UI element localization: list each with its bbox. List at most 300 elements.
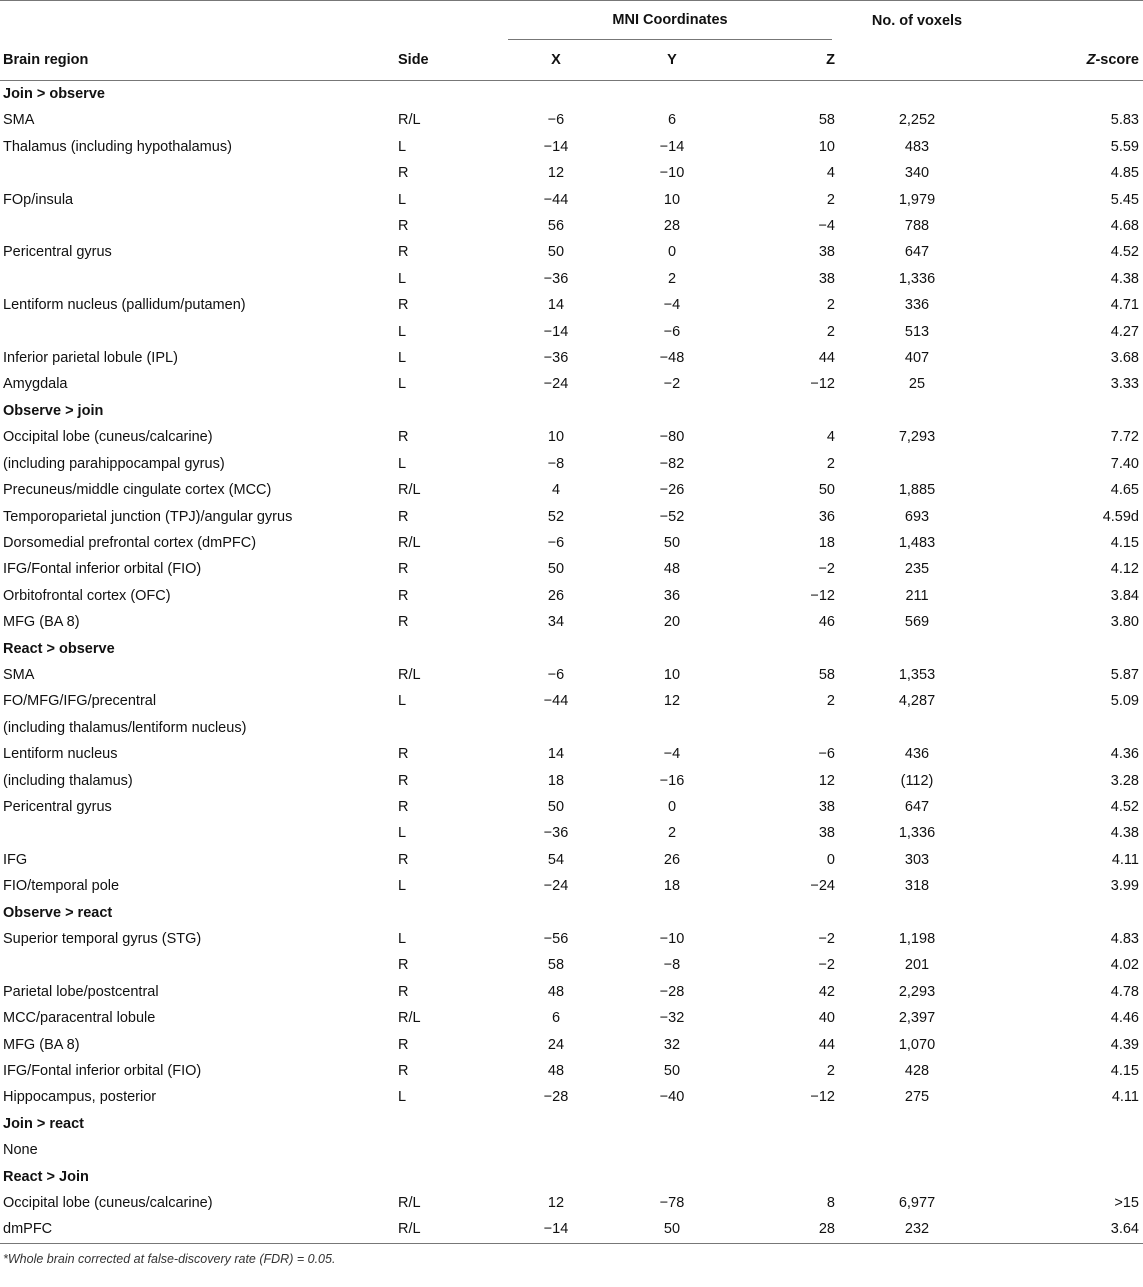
section-spacer [846,636,988,662]
cell-x: 54 [547,851,565,868]
cell-x: 34 [547,614,565,631]
cell-voxels: 693 [904,508,930,525]
cell-voxels: 436 [904,746,930,763]
section-spacer [846,1164,988,1190]
cell-x: −36 [543,825,569,842]
cell-voxels: 201 [904,957,930,974]
cell-side: L [398,693,407,710]
cell-side: L [398,455,407,472]
cell-side: R/L [398,1195,421,1212]
cell-z: 4 [826,165,835,182]
section-spacer [846,81,988,108]
cell-zscore: 5.45 [1110,191,1139,208]
table-row [0,926,1143,952]
cell-x: 26 [547,587,565,604]
cell-y: 18 [663,878,681,895]
section-spacer [614,81,730,108]
cell-side: R [398,165,409,182]
section-header-row [0,398,1143,424]
table-row [0,1216,1143,1243]
table-row [0,424,1143,450]
cell-zscore: 4.36 [1110,746,1139,763]
cell-side: R [398,746,409,763]
header-zscore-suffix: -score [1095,52,1139,68]
cell-region: Lentiform nucleus [3,746,118,763]
cell-voxels: 6,977 [898,1195,936,1212]
cell-zscore: 4.65 [1110,482,1139,499]
cell-side [398,1137,498,1163]
cell-y: 20 [663,614,681,631]
header-zscore [988,40,1143,81]
cell-region: (including thalamus) [3,772,133,789]
section-spacer [398,900,498,926]
section-title: Observe > join [3,402,104,419]
table-row [0,741,1143,767]
cell-region: Lentiform nucleus (pallidum/putamen) [3,297,246,314]
cell-region [0,820,398,846]
cell-z: 40 [818,1010,835,1027]
cell-side: L [398,825,407,842]
cell-voxels [846,1137,988,1163]
cell-y: −40 [659,1089,685,1106]
cell-z: 38 [818,825,835,842]
cell-zscore: 4.15 [1110,534,1139,551]
cell-side: R [398,1063,409,1080]
table-row [0,134,1143,160]
cell-x: −6 [547,112,565,129]
cell-voxels: 788 [904,218,930,235]
cell-z: −12 [810,587,835,604]
table-row [0,820,1143,846]
cell-y: 12 [663,693,681,710]
cell-region: None [3,1142,38,1159]
cell-y: −28 [659,983,685,1000]
cell-y: 2 [667,270,677,287]
section-spacer [398,81,498,108]
section-spacer [498,636,614,662]
table-row [0,1190,1143,1216]
cell-y [614,1137,730,1163]
table-row [0,266,1143,292]
cell-voxels: 4,287 [898,693,936,710]
cell-z: −12 [810,1089,835,1106]
cell-y: 10 [663,666,681,683]
section-title: Join > observe [3,86,105,102]
cell-x: −14 [498,1216,614,1243]
cell-zscore: 4.11 [1111,1089,1139,1106]
cell-z: 2 [826,323,835,340]
cell-z: 8 [826,1195,835,1212]
cell-z: 42 [818,983,835,1000]
cell-voxels: 1,483 [898,534,936,551]
cell-y: −10 [659,931,685,947]
cell-zscore: 3.28 [1110,772,1139,789]
cell-side: L [398,270,407,287]
table-row [0,768,1143,794]
cell-voxels: 303 [904,851,930,868]
cell-x: −28 [543,1089,569,1106]
cell-z: 12 [818,772,835,789]
section-spacer [398,398,498,424]
table-row [0,107,1143,133]
cell-region: IFG/Fontal inferior orbital (FIO) [3,561,202,578]
cell-x: 12 [547,165,565,182]
table-row [0,187,1143,213]
cell-z: 44 [818,1036,835,1053]
section-spacer [730,1111,846,1137]
section-spacer [846,900,988,926]
cell-z: −24 [810,878,835,895]
cell-z: 36 [818,508,835,525]
cell-zscore: 3.68 [1110,350,1139,367]
table-row [0,239,1143,265]
cell-side: R [398,614,409,631]
cell-zscore: 4.11 [1111,851,1139,868]
cell-zscore: >15 [1114,1195,1139,1212]
header-spacer-zscore [988,1,1143,41]
cell-zscore: 4.85 [1110,165,1139,182]
cell-x: 58 [547,957,565,974]
cell-x: −44 [543,693,569,710]
cell-zscore: 7.40 [1110,455,1139,472]
section-spacer [988,81,1143,108]
cell-side: R/L [398,112,421,129]
cell-voxels: 2,252 [898,112,936,129]
cell-x: 50 [547,244,565,261]
cell-side: R [398,429,409,446]
section-title: Observe > react [3,904,113,921]
cell-x: −8 [547,455,565,472]
section-spacer [614,900,730,926]
cell-y: 28 [663,218,681,235]
cell-region: MFG (BA 8) [3,1036,80,1053]
cell-region: IFG [3,851,28,868]
cell-zscore: 4.71 [1110,297,1139,314]
cell-x: 50 [547,798,565,815]
section-spacer [730,636,846,662]
cell-zscore: 7.72 [1110,429,1139,446]
cell-side: L [398,878,407,895]
cell-x: −24 [543,878,569,895]
cell-voxels: 318 [904,878,930,895]
cell-side: R/L [398,482,421,499]
cell-side: L [398,191,407,208]
cell-y: −16 [659,772,685,789]
cell-voxels: 336 [904,297,930,314]
cell-zscore: 4.68 [1110,218,1139,235]
section-spacer [988,1164,1143,1190]
table-row [0,504,1143,530]
section-spacer [398,636,498,662]
header-row-top [0,1,1143,41]
cell-x: 18 [547,772,565,789]
header-region: Brain region [0,40,398,81]
header-zscore-letter: Z [1086,52,1096,68]
cell-zscore: 5.87 [1110,666,1139,683]
cell-region: MFG (BA 8) [3,614,80,631]
cell-y: 6 [667,112,677,129]
section-spacer [730,900,846,926]
cell-zscore: 4.12 [1110,561,1139,578]
cell-side: L [398,350,407,367]
cell-z: 18 [818,534,835,551]
cell-region: Precuneus/middle cingulate cortex (MCC) [3,482,272,499]
cell-x: −14 [543,323,569,340]
cell-side [398,715,498,741]
cell-region: Orbitofrontal cortex (OFC) [3,587,171,604]
cell-z: 58 [818,112,835,129]
cell-zscore: 5.83 [1110,112,1139,129]
table-row [0,371,1143,397]
cell-side: R [398,561,409,578]
cell-region: Pericentral gyrus [3,244,112,261]
cell-z: 2 [826,693,835,710]
cell-side: R/L [398,534,421,551]
section-spacer [730,398,846,424]
cell-region [0,213,398,239]
cell-voxels: 1,353 [898,666,936,683]
cell-voxels: 2,397 [898,1010,936,1027]
cell-zscore: 4.46 [1110,1010,1139,1027]
cell-y: 0 [667,798,677,815]
section-spacer [730,81,846,108]
cell-z: 2 [826,297,835,314]
cell-voxels: 647 [904,798,930,815]
header-spacer-side [398,1,498,41]
cell-y: −4 [663,746,681,763]
header-z: Z [730,40,846,81]
cell-region [0,319,398,345]
cell-z: −12 [810,376,835,393]
cell-x: 50 [547,561,565,578]
cell-side: R [398,798,409,815]
section-spacer [988,1111,1143,1137]
cell-voxels [846,451,988,477]
cell-voxels: 1,979 [898,191,936,208]
section-spacer [614,1111,730,1137]
cell-x: 24 [547,1036,565,1053]
cell-region: Superior temporal gyrus (STG) [3,931,202,947]
cell-region: Amygdala [3,376,68,393]
cell-voxels: 428 [904,1063,930,1080]
cell-zscore: 4.52 [1110,798,1139,815]
section-spacer [988,900,1143,926]
cell-side: R [398,508,409,525]
cell-voxels: 647 [904,244,930,261]
cell-zscore: 3.64 [988,1216,1143,1243]
cell-region: FIO/temporal pole [3,878,120,895]
cell-voxels: 1,336 [898,825,936,842]
cell-x: 14 [547,297,565,314]
section-spacer [614,398,730,424]
section-spacer [614,1164,730,1190]
cell-z: 10 [818,138,835,155]
cell-side: R [398,851,409,868]
cell-z: −4 [818,218,835,235]
cell-side: R [398,957,409,974]
cell-x: −6 [547,534,565,551]
cell-voxels: 1,198 [898,931,936,947]
section-spacer [398,1164,498,1190]
cell-region [0,160,398,186]
cell-region: IFG/Fontal inferior orbital (FIO) [3,1063,202,1080]
cell-y: −10 [659,165,685,182]
cell-z [730,1137,846,1163]
cell-voxels: 1,885 [898,482,936,499]
cell-y: −14 [659,138,685,155]
section-header-row [0,1164,1143,1190]
cell-zscore: 4.38 [1110,270,1139,287]
table-row [0,160,1143,186]
cell-side: R [398,587,409,604]
cell-z: 2 [826,191,835,208]
cell-region: Hippocampus, posterior [3,1089,157,1106]
cell-x: 10 [547,429,565,446]
table-footnote: *Whole brain corrected at false-discovery rate (FDR) = 0.05. [3,1251,336,1266]
cell-y: −32 [659,1010,685,1027]
cell-voxels: 235 [904,561,930,578]
cell-voxels: 1,336 [898,270,936,287]
cell-y: −26 [659,482,685,499]
cell-region: Temporoparietal junction (TPJ)/angular gyrus [3,508,293,525]
cell-x: 12 [547,1195,565,1212]
cell-voxels: 25 [908,376,926,393]
cell-side: R [398,297,409,314]
cell-x: 4 [551,482,561,499]
section-spacer [846,1111,988,1137]
cell-y: 32 [663,1036,681,1053]
table-row [0,1005,1143,1031]
table-row [0,609,1143,635]
cell-y: −80 [659,429,685,446]
cell-region: SMA [3,112,35,129]
header-mni-group [498,1,846,41]
cell-x: 6 [551,1010,561,1027]
table-row [0,952,1143,978]
cell-z: 4 [826,429,835,446]
cell-voxels: (112) [900,772,934,789]
cell-zscore: 4.52 [1110,244,1139,261]
cell-zscore [988,715,1143,741]
table-row [0,556,1143,582]
cell-voxels: 483 [904,138,930,155]
cell-region: dmPFC [0,1216,398,1243]
cell-z: −2 [818,561,835,578]
cell-zscore: 3.33 [1110,376,1139,393]
cell-z [730,715,846,741]
header-voxels: No. of voxels [846,1,988,41]
cell-z: 2 [826,455,835,472]
cell-z: 2 [826,1063,835,1080]
header-voxels-spacer [846,40,988,81]
cell-region: FO/MFG/IFG/precentral [3,693,157,710]
cell-side: L [398,138,407,155]
cell-x: −14 [543,138,569,155]
cell-region: SMA [3,666,35,683]
cell-region: Pericentral gyrus [3,798,112,815]
table-row [0,451,1143,477]
cell-zscore: 3.84 [1110,587,1139,604]
cell-side: L [398,931,407,947]
cell-zscore: 4.27 [1110,323,1139,340]
cell-y: −52 [659,508,685,525]
table-row [0,319,1143,345]
section-title: React > observe [3,640,115,657]
section-spacer [498,1164,614,1190]
header-spacer-region [0,1,398,41]
cell-voxels: 513 [904,323,930,340]
cell-x [498,1137,614,1163]
cell-z: 0 [826,851,835,868]
cell-x: 48 [547,1063,565,1080]
section-spacer [498,900,614,926]
cell-x: −36 [543,270,569,287]
cell-region: FOp/insula [3,191,74,208]
cell-z: 44 [818,350,835,367]
cell-side: R [398,1036,409,1053]
cell-voxels: 569 [904,614,930,631]
cell-y: −8 [663,957,681,974]
section-title: Join > react [3,1115,84,1132]
table-row [0,345,1143,371]
cell-zscore: 4.38 [1110,825,1139,842]
table-row [0,847,1143,873]
table-row [0,1137,1143,1163]
section-spacer [988,398,1143,424]
cell-zscore: 4.02 [1110,957,1139,974]
cell-region [0,952,398,978]
cell-y: 50 [663,534,681,551]
section-spacer [498,81,614,108]
cell-region: Parietal lobe/postcentral [3,983,159,1000]
cell-voxels: 2,293 [898,983,936,1000]
cell-x: −44 [543,191,569,208]
table-row [0,979,1143,1005]
cell-region: Thalamus (including hypothalamus) [3,138,232,155]
cell-zscore: 4.15 [1110,1063,1139,1080]
header-x: X [498,40,614,81]
cell-z: 46 [818,614,835,631]
cell-y [614,715,730,741]
cell-side: R/L [398,1010,421,1027]
cell-z: 38 [818,244,835,261]
table-row [0,715,1143,741]
cell-region: Inferior parietal lobule (IPL) [3,350,178,367]
cell-voxels: 340 [904,165,930,182]
header-side: Side [398,40,498,81]
cell-y: 50 [614,1216,730,1243]
cell-zscore: 4.39 [1110,1036,1139,1053]
table-row [0,662,1143,688]
section-spacer [498,1111,614,1137]
cell-voxels: 232 [846,1216,988,1243]
cell-side: L [398,376,407,393]
cell-zscore: 5.59 [1110,138,1139,155]
cell-side: R [398,772,409,789]
cell-z: −2 [818,931,835,947]
table-row [0,794,1143,820]
cell-side: R [398,218,409,235]
table-row [0,688,1143,714]
section-title: React > Join [3,1168,89,1185]
cell-zscore [988,1137,1143,1163]
cell-x: 48 [547,983,565,1000]
section-header-row [0,900,1143,926]
cell-region: Occipital lobe (cuneus/calcarine) [3,429,213,446]
cell-y: 2 [667,825,677,842]
cell-x: 14 [547,746,565,763]
cell-z: −2 [818,957,835,974]
